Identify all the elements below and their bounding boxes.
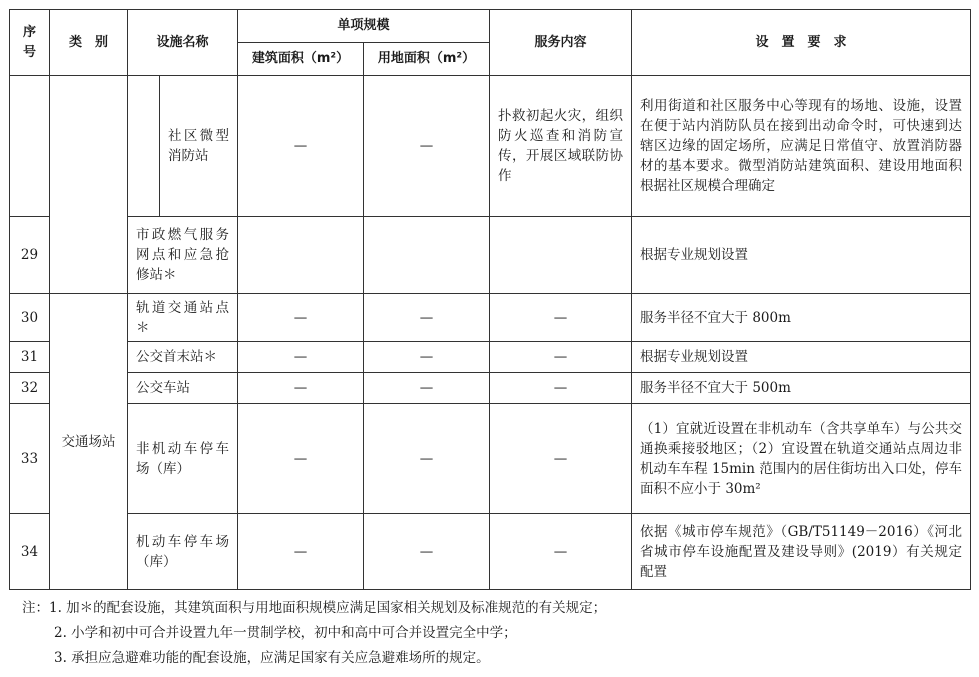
building-area-cell: — <box>238 294 364 342</box>
service-cell <box>490 217 632 294</box>
building-area-cell: — <box>238 514 364 590</box>
service-cell: — <box>490 294 632 342</box>
building-area-cell: — <box>238 373 364 404</box>
seq-cell: 32 <box>10 373 50 404</box>
table-row <box>10 217 971 294</box>
table-notes <box>22 596 606 671</box>
requirement-cell: 利用街道和社区服务中心等现有的场地、设施，设置在便于站内消防队员在接到出动命令时，可快速到达辖区边缘的固定场所，应满足日常值守、放置消防器材的基本要求。微型消防站建筑面积、建设用地面积根据社区规模合理确定 <box>632 76 971 217</box>
land-area-cell: — <box>364 373 490 404</box>
header-building-area: 建筑面积（m²） <box>238 43 364 76</box>
requirement-cell: 服务半径不宜大于 500m <box>632 373 971 404</box>
note-2: 2. 小学和初中可合并设置九年一贯制学校，初中和高中可合并设置完全中学； <box>54 625 517 641</box>
header-scale-group: 单项规模 <box>238 10 490 43</box>
land-area-cell: — <box>364 514 490 590</box>
table-row <box>10 404 971 514</box>
building-area-cell <box>238 217 364 294</box>
requirement-cell: 服务半径不宜大于 800m <box>632 294 971 342</box>
requirement-cell: 依据《城市停车规范》（GB/T51149－2016）《河北省城市停车设施配置及建设导则》(2019）有关规定配置 <box>632 514 971 590</box>
land-area-cell: — <box>364 294 490 342</box>
service-cell: — <box>490 404 632 514</box>
land-area-cell <box>364 217 490 294</box>
facility-name-cell: 轨道交通站点＊ <box>128 294 238 342</box>
header-requirements: 设 置 要 求 <box>632 10 971 76</box>
category-cell-transport: 交通场站 <box>50 294 128 590</box>
seq-cell: 29 <box>10 217 50 294</box>
land-area-cell: — <box>364 404 490 514</box>
facility-table <box>9 9 971 590</box>
facility-name-cell: 公交首末站＊ <box>128 342 238 373</box>
table-row <box>10 294 971 342</box>
seq-cell: 33 <box>10 404 50 514</box>
requirement-cell: 根据专业规划设置 <box>632 217 971 294</box>
note-1: 注：1. 加＊的配套设施，其建筑面积与用地面积规模应满足国家相关规划及标准规范的有关规定； <box>22 600 607 616</box>
table-row <box>10 373 971 404</box>
building-area-cell: — <box>238 342 364 373</box>
requirement-cell: （1）宜就近设置在非机动车（含共享单车）与公共交通换乘接驳地区；（2）宜设置在轨道交通站点周边非机动车车程 15min 范围内的居住街坊出入口处，停车面积不应小于 30m² <box>632 404 971 514</box>
land-area-cell: — <box>364 76 490 217</box>
requirement-cell: 根据专业规划设置 <box>632 342 971 373</box>
seq-cell: 34 <box>10 514 50 590</box>
header-seq: 序号 <box>10 10 50 76</box>
facility-name-cell: 机动车停车场（库） <box>128 514 238 590</box>
service-cell: — <box>490 373 632 404</box>
table-row <box>10 342 971 373</box>
header-service-content: 服务内容 <box>490 10 632 76</box>
header-category: 类 别 <box>50 10 128 76</box>
header-facility-name: 设施名称 <box>128 10 238 76</box>
seq-cell <box>10 76 50 217</box>
building-area-cell: — <box>238 404 364 514</box>
facility-name-cell: 公交车站 <box>128 373 238 404</box>
service-cell: — <box>490 514 632 590</box>
facility-name-cell: 市政燃气服务网点和应急抢修站＊ <box>128 217 238 294</box>
service-cell: 扑救初起火灾，组织防火巡查和消防宣传，开展区域联防协作 <box>490 76 632 217</box>
indent-cell <box>128 76 160 217</box>
seq-cell: 31 <box>10 342 50 373</box>
header-land-area: 用地面积（m²） <box>364 43 490 76</box>
land-area-cell: — <box>364 342 490 373</box>
facility-name-cell: 社区微型消防站 <box>160 76 238 217</box>
category-cell-empty <box>50 76 128 294</box>
note-3: 3. 承担应急避难功能的配套设施，应满足国家有关应急避难场所的规定。 <box>54 650 490 666</box>
seq-cell: 30 <box>10 294 50 342</box>
table-row <box>10 514 971 590</box>
service-cell: — <box>490 342 632 373</box>
table-row <box>10 76 971 217</box>
facility-name-cell: 非机动车停车场（库） <box>128 404 238 514</box>
building-area-cell: — <box>238 76 364 217</box>
